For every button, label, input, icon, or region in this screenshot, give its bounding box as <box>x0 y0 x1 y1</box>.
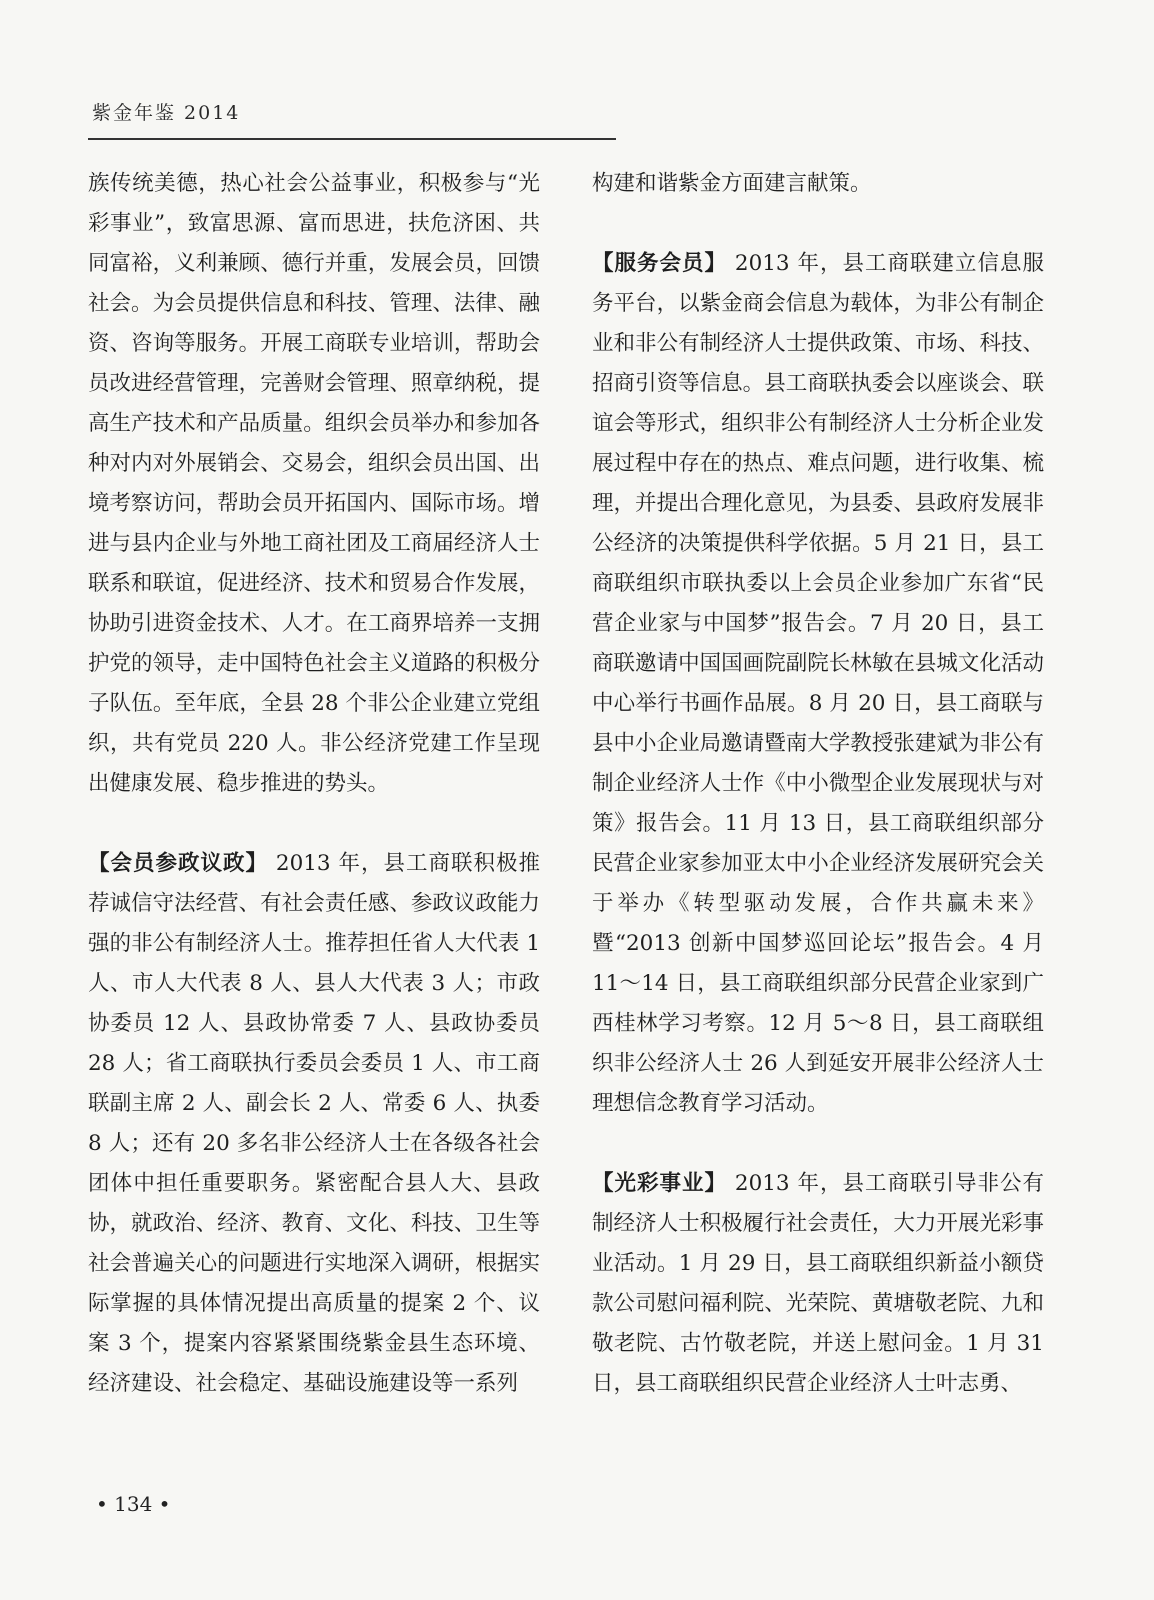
paragraph-continued: 构建和谐紫金方面建言献策。 <box>592 171 872 196</box>
paragraph-guangcai <box>592 1164 1044 1404</box>
paragraph-party-building: 族传统美德，热心社会公益事业，积极参与“光彩事业”，致富思源、富而思进，扶危济困、共同富裕，义利兼顾、德行并重，发展会员，回馈社会。为会员提供信息和科技、管理、法律、融资、咨询等服务。开展工商联专业培训，帮助会员改进经营管理，完善财会管理、照章纳税，提高生产技术和产品质量。组织会员举办和参加各种对内对外展销会、交易会，组织会员出国、出境考察访问，帮助会员开拓国内、国际市场。增进与县内企业与外地工商社团及工商届经济人士联系和联谊，促进经济、技术和贸易合作发展，协助引进资金技术、人才。在工商界培养一支拥护党的领导，走中国特色社会主义道路的积极分子队伍。至年底，全县 28 个非公企业建立党组织，共有党员 220 人。非公经济党建工作呈现出健康发展、稳步推进的势头。 <box>88 171 540 796</box>
page-number: • 134 • <box>96 1492 171 1516</box>
right-column <box>592 164 1044 1404</box>
section-body-member-services: 2013 年，县工商联建立信息服务平台，以紫金商会信息为载体，为非公有制企业和非公有制经济人士提供政策、市场、科技、招商引资等信息。县工商联执委会以座谈会、联谊会等形式，组织非公有制经济人士分析企业发展过程中存在的热点、难点问题，进行收集、梳理，并提出合理化意见，为县委、县政府发展非公经济的决策提供科学依据。5 月 21 日，县工商联组织市联执委以上会员企业参加广东省“民营企业家与中国梦”报告会。7 月 20 日，县工商联邀请中国国画院副院长林敏在县城文化活动中心举行书画作品展。8 月 20 日，县工商联与县中小企业局邀请暨南大学教授张建斌为非公有制企业经济人士作《中小微型企业发展现状与对策》报告会。11 月 13 日，县工商联组织部分民营企业家参加亚太中小企业经济发展研究会关于举办《转型驱动发展，合作共赢未来》暨“2013 创新中国梦巡回论坛”报告会。4 月 11～14 日，县工商联组织部分民营企业家到广西桂林学习考察。12 月 5～8 日，县工商联组织非公经济人士 26 人到延安开展非公经济人士理想信念教育学习活动。 <box>592 251 1044 1116</box>
paragraph-gap <box>592 1124 1044 1164</box>
paragraph-gap <box>592 204 1044 244</box>
header-rule <box>88 138 616 140</box>
section-body-member-politics: 2013 年，县工商联积极推荐诚信守法经营、有社会责任感、参政议政能力强的非公有制经济人士。推荐担任省人大代表 1 人、市人大代表 8 人、县人大代表 3 人；市政协委员 12 人、县政协常委 7 人、县政协委员 28 人；省工商联执行委员会委员 1 人、市工商联副主席 2 人、副会长 2 人、常委 6 人、执委 8 人；还有 20 多名非公经济人士在各级各社会团体中担任重要职务。紧密配合县人大、县政协，就政治、经济、教育、文化、科技、卫生等社会普遍关心的问题进行实地深入调研，根据实际掌握的具体情况提出高质量的提案 2 个、议案 3 个，提案内容紧紧围绕紫金县生态环境、经济建设、社会稳定、基础设施建设等一系列 <box>88 851 540 1396</box>
section-heading-guangcai: 【光彩事业】 <box>592 1171 728 1196</box>
section-heading-member-politics: 【会员参政议政】 <box>88 851 269 876</box>
left-column <box>88 164 540 1404</box>
paragraph-member-services <box>592 244 1044 1124</box>
paragraph-gap <box>88 804 540 844</box>
section-heading-member-services: 【服务会员】 <box>592 251 728 276</box>
running-header: 紫金年鉴 2014 <box>92 102 241 124</box>
section-body-guangcai: 2013 年，县工商联引导非公有制经济人士积极履行社会责任，大力开展光彩事业活动。1 月 29 日，县工商联组织新益小额贷款公司慰问福利院、光荣院、黄塘敬老院、九和敬老院、古竹敬老院，并送上慰问金。1 月 31 日，县工商联组织民营企业经济人士叶志勇、 <box>592 1171 1044 1396</box>
paragraph-member-politics <box>88 844 540 1404</box>
